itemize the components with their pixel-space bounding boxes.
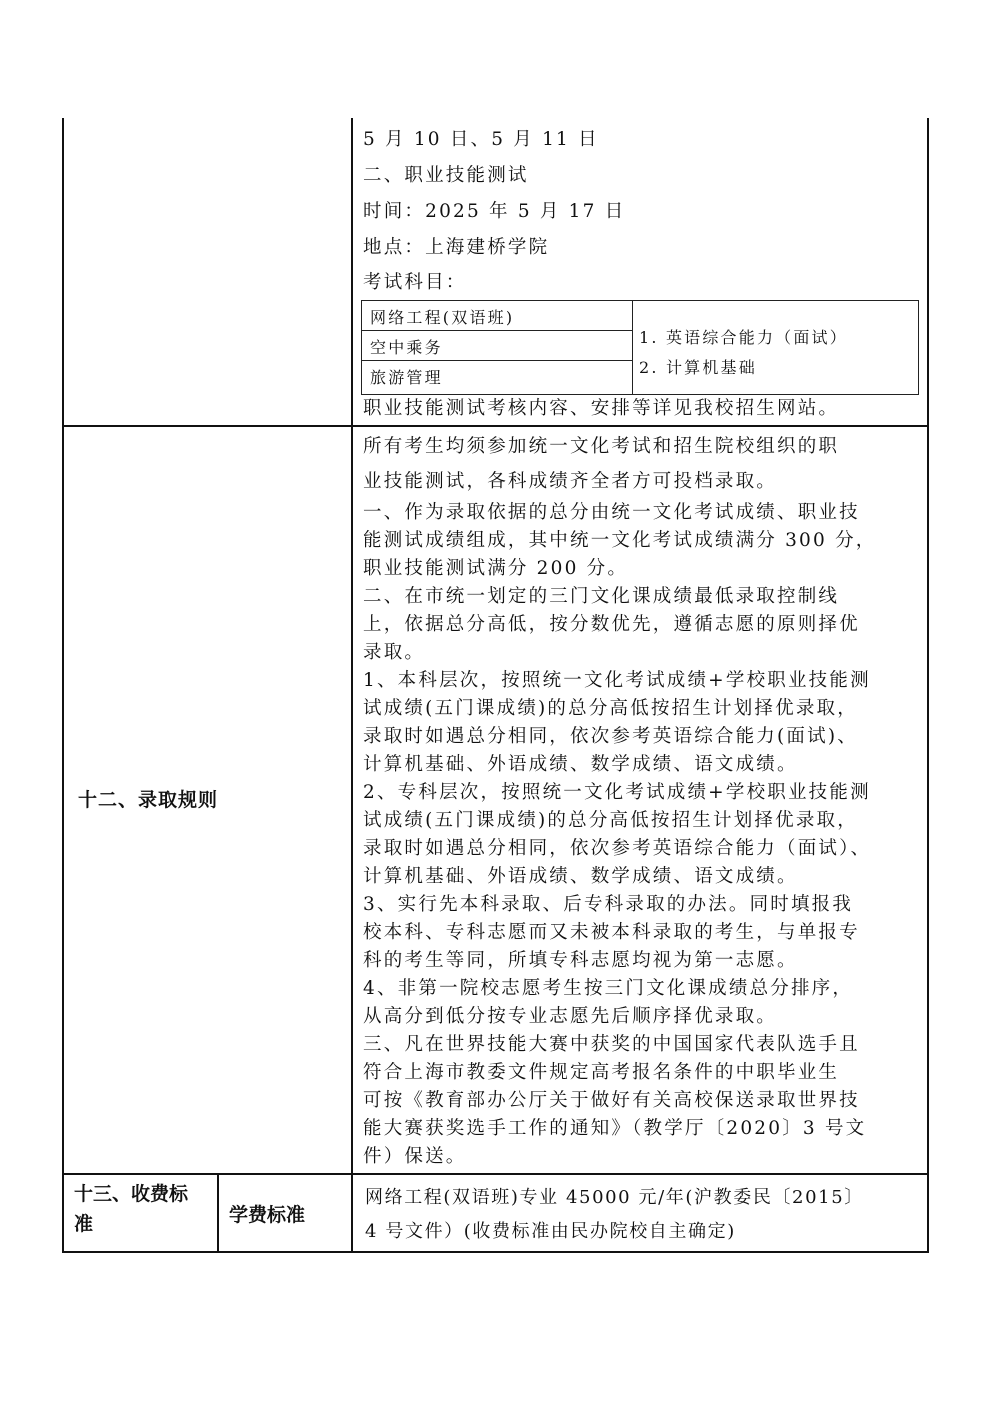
subjects-column — [633, 301, 918, 394]
rules-line: 3、实行先本科录取、后专科录取的办法。同时填报我 — [363, 894, 854, 915]
major-tourism-management: 旅游管理 — [370, 368, 443, 387]
rules-line: 2、专科层次，按照统一文化考试成绩+学校职业技能测 — [363, 782, 871, 803]
admission-rules-label-cell — [64, 427, 353, 1173]
rules-line: 可按《教育部办公厅关于做好有关高校保送录取世界技 — [363, 1090, 860, 1111]
rules-line: 所有考生均须参加统一文化考试和招生院校组织的职 — [363, 436, 840, 457]
subject-computer: 2. 计算机基础 — [639, 358, 757, 377]
rules-line: 科的考生等同，所填专科志愿均视为第一志愿。 — [363, 950, 798, 971]
tuition-line: 网络工程(双语班)专业 45000 元/年(沪教委民〔2015〕 — [365, 1187, 864, 1208]
exam-date-line: 5 月 10 日、5 月 11 日 — [363, 129, 599, 150]
skills-test-heading: 二、职业技能测试 — [363, 165, 529, 186]
fees-label-cell — [64, 1175, 219, 1251]
rules-line: 能大赛获奖选手工作的通知》（教学厅〔2020〕3 号文 — [363, 1118, 867, 1139]
rules-line: 试成绩(五门课成绩)的总分高低按招生计划择优录取， — [363, 810, 858, 831]
rules-line: 能测试成绩组成，其中统一文化考试成绩满分 300 分， — [363, 530, 877, 551]
rules-line: 业技能测试，各科成绩齐全者方可投档录取。 — [363, 471, 778, 492]
rules-line: 三、凡在世界技能大赛中获奖的中国国家代表队选手且 — [363, 1034, 860, 1055]
rules-line: 试成绩(五门课成绩)的总分高低按招生计划择优录取， — [363, 698, 858, 719]
fees-label-line1: 十三、收费标 — [74, 1183, 189, 1205]
tuition-label: 学费标准 — [229, 1203, 306, 1226]
skills-test-location: 地点：上海建桥学院 — [363, 237, 550, 258]
rules-line: 录取时如遇总分相同，依次参考英语综合能力（面试）、 — [363, 838, 872, 859]
fees-row — [62, 1173, 929, 1253]
rules-line: 计算机基础、外语成绩、数学成绩、语文成绩。 — [363, 754, 798, 775]
majors-column — [362, 301, 633, 394]
admission-rules-content — [353, 427, 927, 1173]
major-network-engineering: 网络工程(双语班) — [362, 301, 632, 331]
fees-label-line2: 准 — [74, 1213, 94, 1235]
exam-schedule-row — [62, 118, 929, 425]
rules-line: 符合上海市教委文件规定高考报名条件的中职毕业生 — [363, 1062, 840, 1083]
rules-line: 件）保送。 — [363, 1146, 467, 1167]
rules-line: 录取时如遇总分相同，依次参考英语综合能力(面试)、 — [363, 726, 858, 747]
tuition-label-cell — [219, 1175, 353, 1251]
major-flight-attendant: 空中乘务 — [362, 331, 632, 361]
rules-line: 一、作为录取依据的总分由统一文化考试成绩、职业技 — [363, 502, 860, 523]
rules-line: 1、本科层次，按照统一文化考试成绩+学校职业技能测 — [363, 670, 871, 691]
rules-line: 计算机基础、外语成绩、数学成绩、语文成绩。 — [363, 866, 798, 887]
rules-line: 4、非第一院校志愿考生按三门文化课成绩总分排序， — [363, 978, 854, 999]
admission-rules-row — [62, 425, 929, 1173]
exam-schedule-cell — [353, 118, 927, 425]
admissions-table — [62, 118, 929, 1253]
rules-line: 二、在市统一划定的三门文化课成绩最低录取控制线 — [363, 586, 840, 607]
rules-line: 校本科、专科志愿而又未被本科录取的考生，与单报专 — [363, 922, 860, 943]
exam-subjects-label: 考试科目： — [363, 272, 467, 293]
skills-test-note: 职业技能测试考核内容、安排等详见我校招生网站。 — [363, 398, 840, 419]
subject-english: 1. 英语综合能力（面试） — [639, 328, 848, 347]
skills-test-time: 时间：2025 年 5 月 17 日 — [363, 201, 626, 222]
rules-line: 录取。 — [363, 642, 426, 663]
empty-label-cell — [64, 118, 353, 425]
subjects-table — [361, 300, 919, 395]
rules-line: 从高分到低分按专业志愿先后顺序择优录取。 — [363, 1006, 778, 1027]
rules-line: 职业技能测试满分 200 分。 — [363, 558, 629, 579]
rules-line: 上，依据总分高低，按分数优先，遵循志愿的原则择优 — [363, 614, 860, 635]
tuition-content-cell — [353, 1175, 927, 1251]
admission-rules-label: 十二、录取规则 — [78, 789, 219, 811]
tuition-line: 4 号文件）(收费标准由民办院校自主确定) — [365, 1221, 736, 1242]
